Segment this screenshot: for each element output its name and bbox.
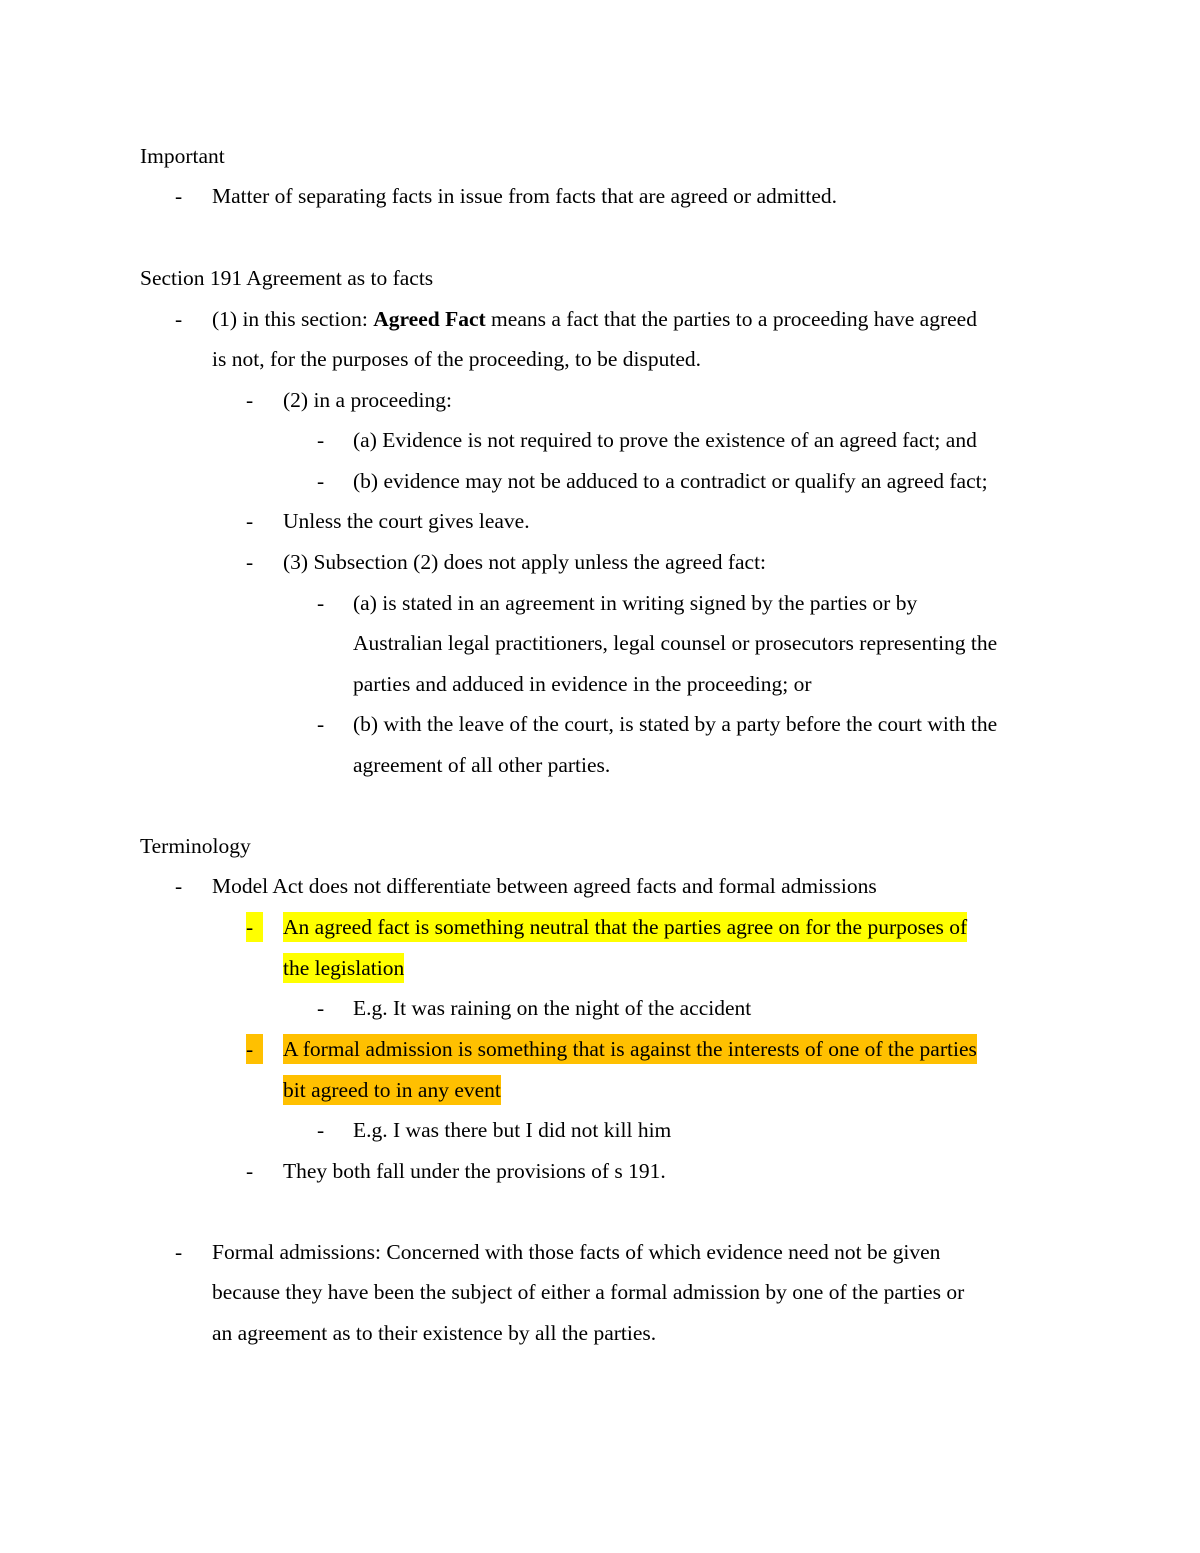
list-item-text: E.g. I was there but I did not kill him (353, 1118, 672, 1142)
list-item-text: bit agreed to in any event (283, 1075, 501, 1105)
bullet-dash: - (246, 550, 254, 574)
bullet-dash: - (246, 1034, 263, 1064)
list-item-text: is not, for the purposes of the proceeding, to be disputed. (212, 347, 702, 371)
list-item-text: agreement of all other parties. (353, 753, 611, 777)
list-item-text: They both fall under the provisions of s 191. (283, 1159, 666, 1183)
bullet-dash: - (317, 591, 325, 615)
bullet-dash: - (175, 184, 183, 208)
list-item-text: E.g. It was raining on the night of the accident (353, 996, 752, 1020)
heading-important: Important (140, 144, 225, 168)
bullet-dash: - (175, 307, 183, 331)
bullet-dash: - (317, 996, 325, 1020)
heading-section-191: Section 191 Agreement as to facts (140, 266, 434, 290)
bullet-dash: - (317, 428, 325, 452)
s1-post-text: means a fact that the parties to a proceeding have agreed (485, 307, 977, 331)
list-item-text: (a) Evidence is not required to prove the existence of an agreed fact; and (353, 428, 977, 452)
list-item-text: (b) with the leave of the court, is stated by a party before the court with the (353, 712, 998, 736)
list-item-text: (2) in a proceeding: (283, 388, 452, 412)
bullet-dash: - (317, 1118, 325, 1142)
bullet-dash: - (317, 712, 325, 736)
s1-pre-text: (1) in this section: (212, 307, 374, 331)
list-item-text: (b) evidence may not be adduced to a contradict or qualify an agreed fact; (353, 469, 988, 493)
bullet-dash: - (246, 509, 254, 533)
list-item-text: because they have been the subject of either a formal admission by one of the parties or (212, 1280, 965, 1304)
agreed-fact-term: Agreed Fact (373, 307, 486, 331)
bullet-dash: - (246, 388, 254, 412)
bullet-dash: - (317, 469, 325, 493)
list-item-text: the legislation (283, 953, 404, 983)
list-item-text: (a) is stated in an agreement in writing signed by the parties or by (353, 591, 918, 615)
bullet-dash: - (175, 874, 183, 898)
list-item-text (212, 304, 977, 334)
bullet-dash: - (246, 1159, 254, 1183)
list-item-text: Australian legal practitioners, legal counsel or prosecutors representing the (353, 631, 998, 655)
list-item-text: An agreed fact is something neutral that the parties agree on for the purposes of (283, 912, 967, 942)
bullet-dash: - (175, 1240, 183, 1264)
list-item-text: (3) Subsection (2) does not apply unless the agreed fact: (283, 550, 767, 574)
list-item-text: Model Act does not differentiate between agreed facts and formal admissions (212, 874, 877, 898)
list-item-text: A formal admission is something that is against the interests of one of the parties (283, 1034, 977, 1064)
list-item-text: an agreement as to their existence by all the parties. (212, 1321, 657, 1345)
heading-terminology: Terminology (140, 834, 251, 858)
list-item-text: parties and adduced in evidence in the proceeding; or (353, 672, 812, 696)
list-item-text: Formal admissions: Concerned with those facts of which evidence need not be given (212, 1240, 941, 1264)
bullet-dash: - (246, 912, 263, 942)
list-item-text: Unless the court gives leave. (283, 509, 530, 533)
list-item-text: Matter of separating facts in issue from facts that are agreed or admitted. (212, 184, 838, 208)
